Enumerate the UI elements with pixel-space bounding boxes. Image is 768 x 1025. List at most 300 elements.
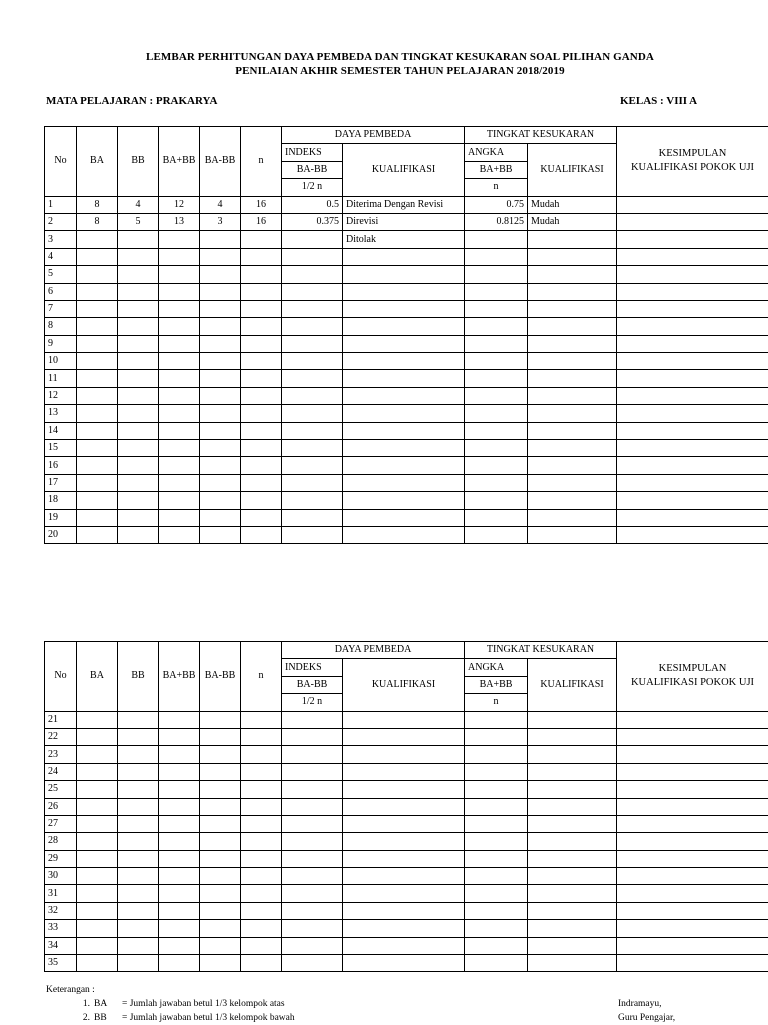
cell-bb — [118, 318, 159, 335]
cell-indeks: 0.375 — [282, 213, 343, 230]
cell-ba-minus-bb — [200, 763, 241, 780]
cell-angka — [465, 763, 528, 780]
cell-ba — [77, 833, 118, 850]
header-ba: BA — [77, 127, 118, 197]
cell-indeks — [282, 746, 343, 763]
table-row — [45, 318, 768, 335]
cell-ba-minus-bb — [200, 815, 241, 832]
cell-no: 7 — [45, 300, 77, 317]
cell-bb: 5 — [118, 213, 159, 230]
table-row — [45, 902, 768, 919]
cell-bb — [118, 833, 159, 850]
header-kualifikasi-tk: KUALIFIKASI — [528, 144, 617, 196]
cell-ba-minus-bb — [200, 300, 241, 317]
cell-ba-plus-bb — [159, 440, 200, 457]
cell-kualifikasi-tk: Mudah — [528, 196, 617, 213]
cell-angka — [465, 318, 528, 335]
cell-ba-plus-bb — [159, 526, 200, 543]
cell-bb — [118, 231, 159, 248]
cell-bb — [118, 509, 159, 526]
cell-ba-minus-bb — [200, 283, 241, 300]
cell-angka — [465, 902, 528, 919]
cell-indeks — [282, 815, 343, 832]
cell-kualifikasi-dp — [343, 318, 465, 335]
header-bb: BB — [118, 642, 159, 712]
cell-ba-minus-bb — [200, 353, 241, 370]
header-kesimpulan-line-2: KUALIFIKASI POKOK UJI — [620, 678, 765, 689]
note-text: = Jumlah jawaban betul 1/3 kelompok bawah — [122, 1013, 295, 1023]
cell-no: 34 — [45, 937, 77, 954]
table-row — [45, 353, 768, 370]
header-n: n — [241, 127, 282, 197]
cell-kesimpulan — [617, 509, 768, 526]
analysis-table-1 — [44, 126, 768, 544]
header-ba: BA — [77, 642, 118, 712]
cell-kualifikasi-dp — [343, 955, 465, 972]
cell-n — [241, 728, 282, 745]
cell-angka — [465, 885, 528, 902]
cell-ba-plus-bb — [159, 763, 200, 780]
cell-ba-plus-bb — [159, 248, 200, 265]
cell-ba — [77, 850, 118, 867]
cell-kesimpulan — [617, 902, 768, 919]
note-key: BA — [94, 997, 122, 1011]
cell-kesimpulan — [617, 335, 768, 352]
cell-indeks — [282, 387, 343, 404]
cell-kualifikasi-tk — [528, 300, 617, 317]
cell-ba — [77, 920, 118, 937]
cell-ba-minus-bb — [200, 474, 241, 491]
table-row — [45, 370, 768, 387]
cell-kesimpulan — [617, 746, 768, 763]
cell-kesimpulan — [617, 781, 768, 798]
header-indeks: INDEKS — [282, 659, 343, 676]
cell-ba-minus-bb — [200, 902, 241, 919]
cell-kualifikasi-tk — [528, 920, 617, 937]
note-item-bb — [46, 1011, 295, 1025]
cell-indeks — [282, 920, 343, 937]
table-row — [45, 815, 768, 832]
cell-indeks — [282, 440, 343, 457]
table-row — [45, 920, 768, 937]
cell-ba-minus-bb — [200, 798, 241, 815]
table-row — [45, 526, 768, 543]
cell-ba-plus-bb — [159, 387, 200, 404]
table-row — [45, 746, 768, 763]
cell-no: 17 — [45, 474, 77, 491]
cell-kualifikasi-dp — [343, 763, 465, 780]
cell-ba — [77, 711, 118, 728]
cell-kualifikasi-tk — [528, 868, 617, 885]
table-row — [45, 885, 768, 902]
table-row — [45, 955, 768, 972]
cell-bb — [118, 283, 159, 300]
cell-kualifikasi-dp — [343, 509, 465, 526]
cell-indeks — [282, 850, 343, 867]
cell-indeks — [282, 763, 343, 780]
cell-ba — [77, 728, 118, 745]
cell-bb — [118, 728, 159, 745]
cell-ba-plus-bb — [159, 781, 200, 798]
cell-kualifikasi-tk — [528, 283, 617, 300]
cell-ba — [77, 405, 118, 422]
cell-ba — [77, 781, 118, 798]
cell-n — [241, 833, 282, 850]
cell-n — [241, 492, 282, 509]
cell-ba — [77, 248, 118, 265]
cell-ba — [77, 474, 118, 491]
cell-ba — [77, 457, 118, 474]
cell-bb — [118, 850, 159, 867]
cell-ba — [77, 353, 118, 370]
header-ba-minus-bb: BA-BB — [200, 642, 241, 712]
cell-ba-plus-bb — [159, 492, 200, 509]
cell-indeks — [282, 711, 343, 728]
table-row — [45, 781, 768, 798]
cell-kesimpulan — [617, 833, 768, 850]
cell-no: 23 — [45, 746, 77, 763]
cell-kualifikasi-tk — [528, 902, 617, 919]
cell-kesimpulan — [617, 266, 768, 283]
cell-angka — [465, 781, 528, 798]
header-n: n — [241, 642, 282, 712]
cell-kualifikasi-tk — [528, 526, 617, 543]
cell-n — [241, 955, 282, 972]
cell-ba — [77, 266, 118, 283]
cell-bb — [118, 492, 159, 509]
cell-kesimpulan — [617, 353, 768, 370]
cell-angka — [465, 300, 528, 317]
header-tingkat-kesukaran: TINGKAT KESUKARAN — [465, 127, 617, 144]
cell-ba: 8 — [77, 213, 118, 230]
cell-kualifikasi-dp — [343, 781, 465, 798]
cell-no: 25 — [45, 781, 77, 798]
cell-indeks — [282, 266, 343, 283]
cell-ba — [77, 370, 118, 387]
cell-angka — [465, 387, 528, 404]
cell-n — [241, 266, 282, 283]
cell-no: 3 — [45, 231, 77, 248]
cell-kualifikasi-dp — [343, 353, 465, 370]
table-row — [45, 266, 768, 283]
header-kualifikasi-dp: KUALIFIKASI — [343, 144, 465, 196]
cell-bb — [118, 440, 159, 457]
cell-ba — [77, 937, 118, 954]
header-kualifikasi-dp: KUALIFIKASI — [343, 659, 465, 711]
table-row — [45, 405, 768, 422]
cell-ba-minus-bb — [200, 231, 241, 248]
cell-bb — [118, 868, 159, 885]
cell-ba — [77, 815, 118, 832]
cell-kualifikasi-tk — [528, 711, 617, 728]
cell-angka — [465, 335, 528, 352]
cell-angka — [465, 728, 528, 745]
cell-indeks — [282, 902, 343, 919]
cell-ba — [77, 885, 118, 902]
cell-angka — [465, 850, 528, 867]
cell-angka — [465, 474, 528, 491]
cell-n — [241, 885, 282, 902]
cell-ba-minus-bb — [200, 318, 241, 335]
cell-kualifikasi-tk — [528, 850, 617, 867]
cell-kesimpulan — [617, 955, 768, 972]
table-row — [45, 728, 768, 745]
header-angka: ANGKA — [465, 144, 528, 161]
cell-no: 22 — [45, 728, 77, 745]
cell-ba-plus-bb — [159, 370, 200, 387]
cell-ba-minus-bb — [200, 728, 241, 745]
cell-bb — [118, 798, 159, 815]
cell-kualifikasi-dp — [343, 746, 465, 763]
cell-angka — [465, 746, 528, 763]
table-row — [45, 868, 768, 885]
cell-kualifikasi-tk — [528, 833, 617, 850]
cell-n — [241, 937, 282, 954]
cell-kualifikasi-tk — [528, 492, 617, 509]
header-indeks-denominator: 1/2 n — [282, 179, 343, 196]
cell-kualifikasi-tk — [528, 728, 617, 745]
cell-n — [241, 353, 282, 370]
cell-n — [241, 711, 282, 728]
cell-kesimpulan — [617, 457, 768, 474]
cell-indeks — [282, 248, 343, 265]
cell-indeks — [282, 353, 343, 370]
cell-kesimpulan — [617, 370, 768, 387]
table-row — [45, 213, 768, 230]
cell-kualifikasi-tk — [528, 405, 617, 422]
header-kesimpulan-line-1: KESIMPULAN — [620, 664, 765, 675]
cell-ba — [77, 283, 118, 300]
cell-indeks — [282, 300, 343, 317]
cell-n — [241, 370, 282, 387]
cell-kesimpulan — [617, 711, 768, 728]
cell-angka — [465, 422, 528, 439]
analysis-table-2 — [44, 641, 768, 972]
cell-no: 15 — [45, 440, 77, 457]
cell-bb — [118, 248, 159, 265]
cell-ba — [77, 335, 118, 352]
cell-kualifikasi-dp — [343, 920, 465, 937]
cell-ba-plus-bb — [159, 353, 200, 370]
cell-n: 16 — [241, 196, 282, 213]
cell-no: 13 — [45, 405, 77, 422]
cell-ba-plus-bb — [159, 231, 200, 248]
cell-n — [241, 422, 282, 439]
table-row — [45, 474, 768, 491]
cell-kualifikasi-dp — [343, 335, 465, 352]
header-angka: ANGKA — [465, 659, 528, 676]
cell-kualifikasi-tk — [528, 231, 617, 248]
cell-n — [241, 902, 282, 919]
cell-kesimpulan — [617, 405, 768, 422]
cell-indeks — [282, 474, 343, 491]
cell-no: 16 — [45, 457, 77, 474]
cell-angka — [465, 798, 528, 815]
cell-kualifikasi-tk — [528, 266, 617, 283]
cell-ba-minus-bb — [200, 850, 241, 867]
cell-kesimpulan — [617, 850, 768, 867]
cell-ba-minus-bb — [200, 335, 241, 352]
cell-ba-minus-bb — [200, 868, 241, 885]
cell-angka — [465, 937, 528, 954]
cell-kualifikasi-tk — [528, 422, 617, 439]
header-angka-denominator: n — [465, 694, 528, 711]
cell-angka — [465, 815, 528, 832]
cell-angka — [465, 920, 528, 937]
cell-no: 12 — [45, 387, 77, 404]
cell-bb — [118, 370, 159, 387]
cell-n — [241, 746, 282, 763]
header-bb: BB — [118, 127, 159, 197]
header-indeks: INDEKS — [282, 144, 343, 161]
note-number: 1. — [46, 997, 94, 1011]
cell-angka — [465, 440, 528, 457]
cell-ba-plus-bb — [159, 405, 200, 422]
cell-bb — [118, 763, 159, 780]
cell-indeks — [282, 798, 343, 815]
cell-ba-minus-bb — [200, 422, 241, 439]
cell-n — [241, 850, 282, 867]
cell-indeks — [282, 728, 343, 745]
cell-ba-minus-bb — [200, 405, 241, 422]
cell-indeks — [282, 318, 343, 335]
cell-no: 33 — [45, 920, 77, 937]
cell-ba-minus-bb — [200, 746, 241, 763]
header-kualifikasi-tk: KUALIFIKASI — [528, 659, 617, 711]
cell-kualifikasi-dp — [343, 492, 465, 509]
cell-no: 11 — [45, 370, 77, 387]
header-ba-plus-bb: BA+BB — [159, 127, 200, 197]
cell-angka — [465, 405, 528, 422]
table-row — [45, 248, 768, 265]
table-row — [45, 387, 768, 404]
cell-no: 2 — [45, 213, 77, 230]
cell-ba-plus-bb — [159, 457, 200, 474]
cell-ba-minus-bb — [200, 920, 241, 937]
cell-bb — [118, 746, 159, 763]
signature-role: Guru Pengajar, — [618, 1011, 675, 1025]
cell-kesimpulan — [617, 300, 768, 317]
cell-angka: 0.8125 — [465, 213, 528, 230]
cell-ba-plus-bb — [159, 798, 200, 815]
cell-no: 6 — [45, 283, 77, 300]
cell-no: 8 — [45, 318, 77, 335]
cell-indeks — [282, 422, 343, 439]
cell-ba-minus-bb: 3 — [200, 213, 241, 230]
signature-place: Indramayu, — [618, 997, 675, 1011]
header-daya-pembeda: DAYA PEMBEDA — [282, 642, 465, 659]
cell-kesimpulan — [617, 763, 768, 780]
cell-ba-minus-bb — [200, 711, 241, 728]
cell-kualifikasi-tk — [528, 763, 617, 780]
header-angka-numerator: BA+BB — [465, 676, 528, 693]
cell-ba-minus-bb — [200, 266, 241, 283]
cell-angka — [465, 353, 528, 370]
cell-ba — [77, 318, 118, 335]
document-title-line-2: PENILAIAN AKHIR SEMESTER TAHUN PELAJARAN 2018/2019 — [0, 65, 768, 77]
cell-kualifikasi-tk — [528, 937, 617, 954]
table-row — [45, 937, 768, 954]
cell-kualifikasi-dp — [343, 850, 465, 867]
cell-ba-plus-bb — [159, 711, 200, 728]
header-ba-plus-bb: BA+BB — [159, 642, 200, 712]
cell-kesimpulan — [617, 387, 768, 404]
cell-angka — [465, 231, 528, 248]
cell-bb — [118, 405, 159, 422]
cell-ba — [77, 492, 118, 509]
cell-n — [241, 868, 282, 885]
table-row — [45, 850, 768, 867]
cell-kualifikasi-dp — [343, 474, 465, 491]
cell-ba — [77, 440, 118, 457]
cell-ba — [77, 387, 118, 404]
table-row — [45, 300, 768, 317]
header-angka-numerator: BA+BB — [465, 161, 528, 178]
cell-kualifikasi-dp — [343, 902, 465, 919]
cell-ba-plus-bb — [159, 902, 200, 919]
cell-n — [241, 763, 282, 780]
cell-kualifikasi-dp — [343, 457, 465, 474]
cell-indeks — [282, 492, 343, 509]
table-row — [45, 440, 768, 457]
cell-n: 16 — [241, 213, 282, 230]
cell-kualifikasi-dp: Diterima Dengan Revisi — [343, 196, 465, 213]
cell-no: 31 — [45, 885, 77, 902]
table-row — [45, 231, 768, 248]
cell-kualifikasi-dp — [343, 300, 465, 317]
cell-n — [241, 509, 282, 526]
cell-kesimpulan — [617, 526, 768, 543]
cell-indeks — [282, 335, 343, 352]
table-row — [45, 509, 768, 526]
cell-kualifikasi-dp — [343, 815, 465, 832]
table-row — [45, 798, 768, 815]
cell-angka: 0.75 — [465, 196, 528, 213]
cell-n — [241, 300, 282, 317]
cell-ba-plus-bb — [159, 474, 200, 491]
header-kesimpulan — [617, 127, 768, 197]
cell-ba-plus-bb — [159, 283, 200, 300]
cell-ba-plus-bb — [159, 885, 200, 902]
cell-ba-plus-bb — [159, 300, 200, 317]
cell-kualifikasi-tk — [528, 318, 617, 335]
cell-ba-minus-bb: 4 — [200, 196, 241, 213]
cell-kualifikasi-dp — [343, 833, 465, 850]
cell-bb — [118, 387, 159, 404]
cell-ba — [77, 422, 118, 439]
cell-kualifikasi-dp — [343, 248, 465, 265]
cell-ba — [77, 868, 118, 885]
cell-kesimpulan — [617, 885, 768, 902]
cell-bb — [118, 526, 159, 543]
cell-bb — [118, 457, 159, 474]
cell-angka — [465, 955, 528, 972]
header-kesimpulan-line-1: KESIMPULAN — [620, 149, 765, 160]
cell-no: 19 — [45, 509, 77, 526]
header-indeks-denominator: 1/2 n — [282, 694, 343, 711]
cell-indeks — [282, 457, 343, 474]
cell-bb — [118, 711, 159, 728]
table-row — [45, 335, 768, 352]
cell-bb — [118, 353, 159, 370]
cell-angka — [465, 370, 528, 387]
cell-kesimpulan — [617, 248, 768, 265]
cell-n — [241, 248, 282, 265]
cell-kesimpulan — [617, 868, 768, 885]
cell-ba-minus-bb — [200, 526, 241, 543]
cell-bb — [118, 885, 159, 902]
cell-no: 20 — [45, 526, 77, 543]
